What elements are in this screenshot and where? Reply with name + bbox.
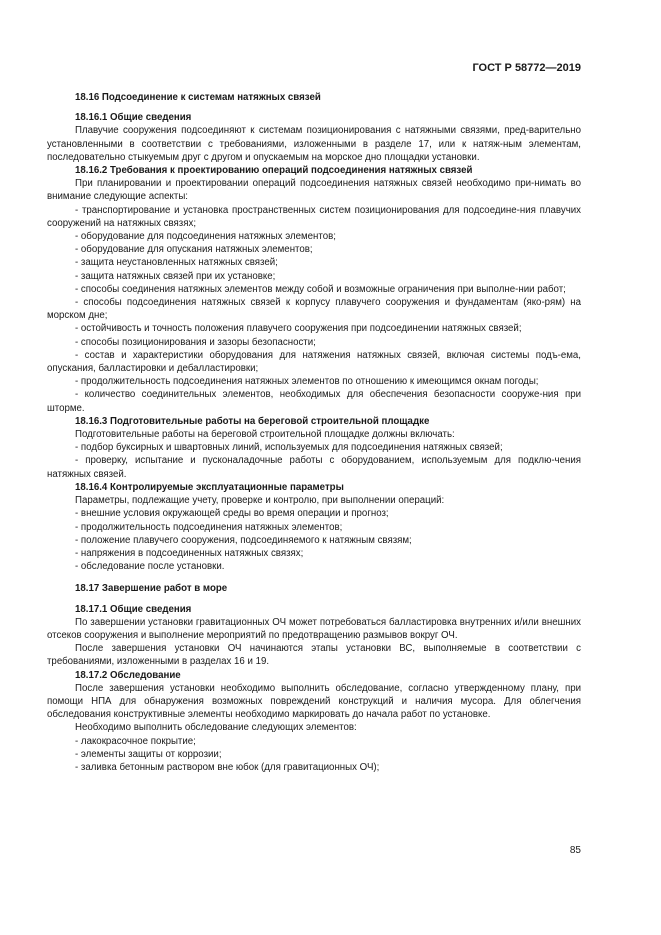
document-header-id: ГОСТ Р 58772—2019 bbox=[472, 62, 581, 74]
paragraph: - лакокрасочное покрытие; bbox=[75, 735, 196, 747]
section-heading: 18.17.1 Общие сведения bbox=[75, 603, 192, 615]
paragraph: - способы позиционирования и зазоры безопасности; bbox=[75, 336, 316, 348]
section-heading: 18.17.2 Обследование bbox=[75, 669, 181, 681]
section-heading: 18.17 Завершение работ в море bbox=[75, 583, 228, 595]
paragraph: - обследование после установки. bbox=[75, 561, 225, 573]
paragraph: - защита неустановленных натяжных связей; bbox=[75, 257, 278, 269]
paragraph: При планировании и проектировании операций подсоединения натяжных связей необходимо при-нимать во внимание следующие аспекты: bbox=[47, 178, 581, 203]
paragraph: - продолжительность подсоединения натяжных элементов; bbox=[75, 521, 343, 533]
paragraph: Параметры, подлежащие учету, проверке и контролю, при выполнении операций: bbox=[75, 495, 445, 507]
paragraph: - напряжения в подсоединенных натяжных связях; bbox=[75, 547, 304, 559]
paragraph: - заливка бетонным раствором вне юбок (для гравитационных ОЧ); bbox=[75, 761, 380, 773]
paragraph: - способы соединения натяжных элементов между собой и возможные ограничения при выполне-нии работ; bbox=[75, 283, 566, 295]
paragraph: - внешние условия окружающей среды во время операции и прогноз; bbox=[75, 508, 389, 520]
paragraph: - способы подсоединения натяжных связей к корпусу плавучего сооружения и фундаментам (яко-рям) на морском дне; bbox=[47, 297, 581, 322]
paragraph: - остойчивость и точность положения плавучего сооружения при подсоединении натяжных связей; bbox=[75, 323, 522, 335]
paragraph: По завершении установки гравитационных ОЧ может потребоваться балластировка внутренних и/или внешних отсеков сооружения и выполнение мероприятий по предотвращению размывов вокруг ОЧ. bbox=[47, 616, 581, 641]
section-heading: 18.16.3 Подготовительные работы на береговой строительной площадке bbox=[75, 415, 430, 427]
paragraph: - положение плавучего сооружения, подсоединяемого к натяжным связям; bbox=[75, 534, 412, 546]
section-heading: 18.16 Подсоединение к системам натяжных связей bbox=[75, 92, 321, 103]
paragraph: - транспортирование и установка пространственных систем позиционирования для подсоедине-ния плавучих сооружений на натяжных связях; bbox=[47, 204, 581, 229]
paragraph: - проверку, испытание и пусконаладочные работы с оборудованием, используемым для подклю-чения натяжных связей. bbox=[47, 455, 581, 480]
paragraph: - подбор буксирных и швартовных линий, используемых для подсоединения натяжных связей; bbox=[75, 442, 503, 454]
paragraph: - продолжительность подсоединения натяжных элементов по отношению к имеющимся окнам погоды; bbox=[75, 376, 539, 388]
paragraph: - количество соединительных элементов, необходимых для обеспечения безопасности сооруже-ния при шторме. bbox=[47, 389, 581, 414]
paragraph: После завершения установки ОЧ начинаются этапы установки ВС, выполняемые в соответствии с требованиями, изложенными в разделах 16 и 19. bbox=[47, 643, 581, 668]
paragraph: - защита натяжных связей при их установке; bbox=[75, 270, 276, 282]
paragraph: - оборудование для опускания натяжных элементов; bbox=[75, 244, 313, 256]
paragraph: Необходимо выполнить обследование следующих элементов: bbox=[75, 722, 357, 734]
page-number: 85 bbox=[569, 845, 581, 856]
paragraph: - оборудование для подсоединения натяжных элементов; bbox=[75, 231, 336, 243]
paragraph: Подготовительные работы на береговой строительной площадке должны включать: bbox=[75, 429, 455, 441]
paragraph: - элементы защиты от коррозии; bbox=[75, 748, 222, 760]
document-body bbox=[47, 91, 581, 774]
paragraph: Плавучие сооружения подсоединяют к системам позиционирования с натяжными связями, пред-варительно установленными в соответствии с требованиями, изложенными в разделе 17, или к натяж-ным элементам, последовательно стыкуемым друг с другом и опускаемым на морское дно площадки установки. bbox=[47, 125, 581, 163]
section-heading: 18.16.4 Контролируемые эксплуатационные параметры bbox=[75, 481, 344, 493]
paragraph: - состав и характеристики оборудования для натяжения натяжных связей, включая системы подъ-ема, опускания, балластировки и дебалластировки; bbox=[47, 349, 581, 375]
section-heading: 18.16.1 Общие сведения bbox=[75, 112, 192, 124]
paragraph: После завершения установки необходимо выполнить обследование, согласно утвержденному плану, при помощи НПА для обнаружения возможных повреждений конструкций и наличия мусора. Для облегчения обследования конструктивные элементы необходимо маркировать до начала работ по установке. bbox=[47, 682, 581, 721]
section-heading: 18.16.2 Требования к проектированию операций подсоединения натяжных связей bbox=[75, 165, 473, 177]
